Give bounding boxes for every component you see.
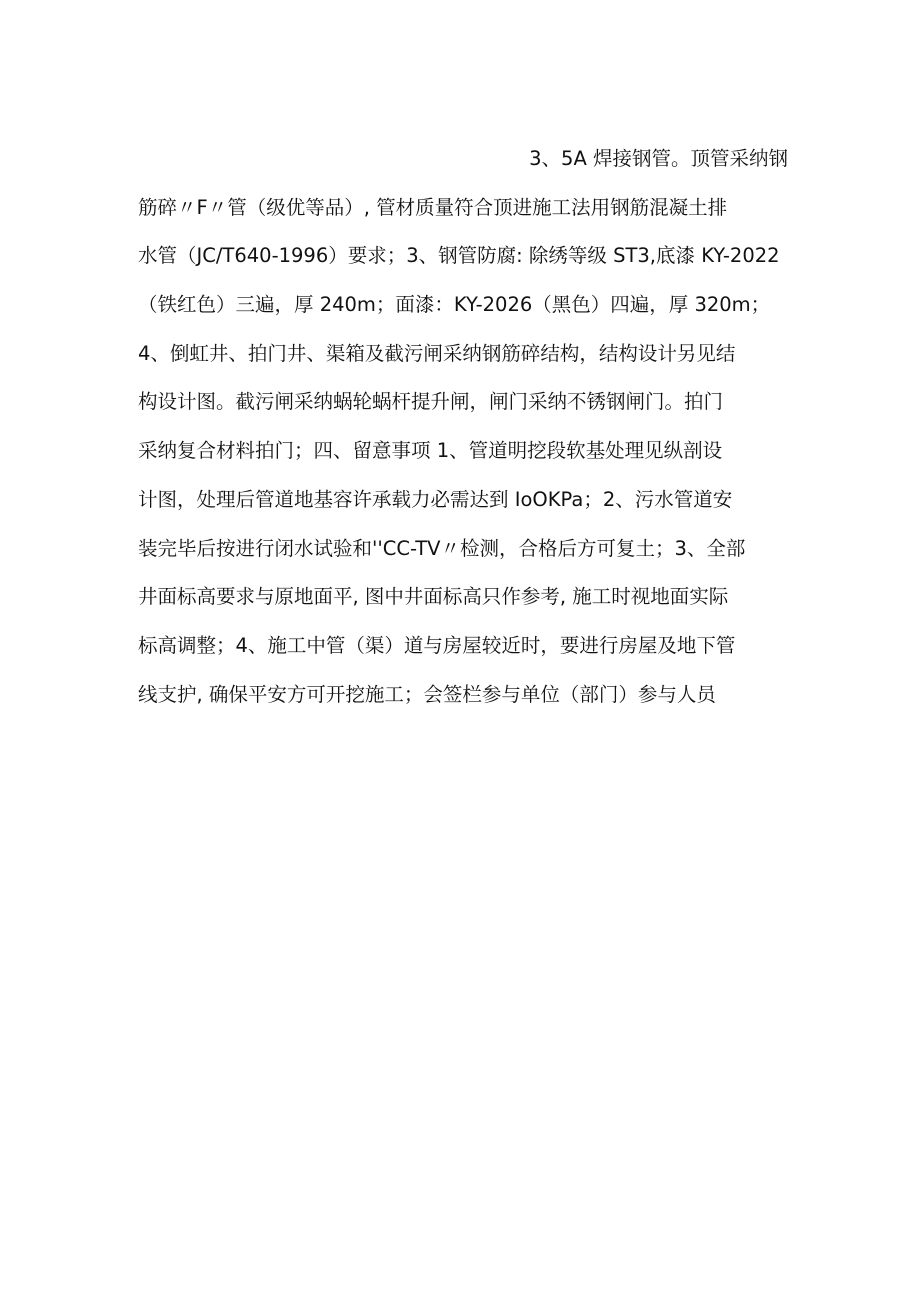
- text-line-9: 装完毕后按进行闭水试验和''CC-TV〃检测，合格后方可复土；3、全部: [138, 536, 746, 560]
- text-line-2: 筋碎〃F〃管（级优等品）, 管材质量符合顶进施工法用钢筋混凝土排: [138, 195, 728, 219]
- text-line-7: 采纳复合材料拍门；四、留意事项 1、管道明挖段软基处理见纵剖设: [138, 439, 723, 463]
- text-line-11: 标高调整；4、施工中管（渠）道与房屋较近时，要进行房屋及地下管: [138, 633, 736, 657]
- text-line-12: 线支护, 确保平安方可开挖施工；会签栏参与单位（部门）参与人员: [138, 682, 716, 706]
- text-line-8: 计图，处理后管道地基容许承载力必需达到 IoOKPa；2、污水管道安: [138, 487, 733, 511]
- text-line-1: 3、5A 焊接钢管。顶管采纳钢: [529, 147, 788, 170]
- text-line-5: 4、倒虹井、拍门井、渠箱及截污闸采纳钢筋碎结构，结构设计另见结: [138, 341, 736, 365]
- body-text: [138, 135, 790, 719]
- text-line-10: 井面标高要求与原地面平, 图中井面标高只作参考, 施工时视地面实际: [138, 585, 729, 609]
- text-line-4: （铁红色）三遍，厚 240m；面漆：KY-2026（黑色）四遍，厚 320m；: [138, 293, 771, 317]
- text-line-6: 构设计图。截污闸采纳蜗轮蜗杆提升闸，闸门采纳不锈钢闸门。拍门: [138, 390, 724, 414]
- text-line-3: 水管（JC/T640-1996）要求；3、钢管防腐: 除绣等级 ST3,底漆 KY-2022: [138, 244, 780, 268]
